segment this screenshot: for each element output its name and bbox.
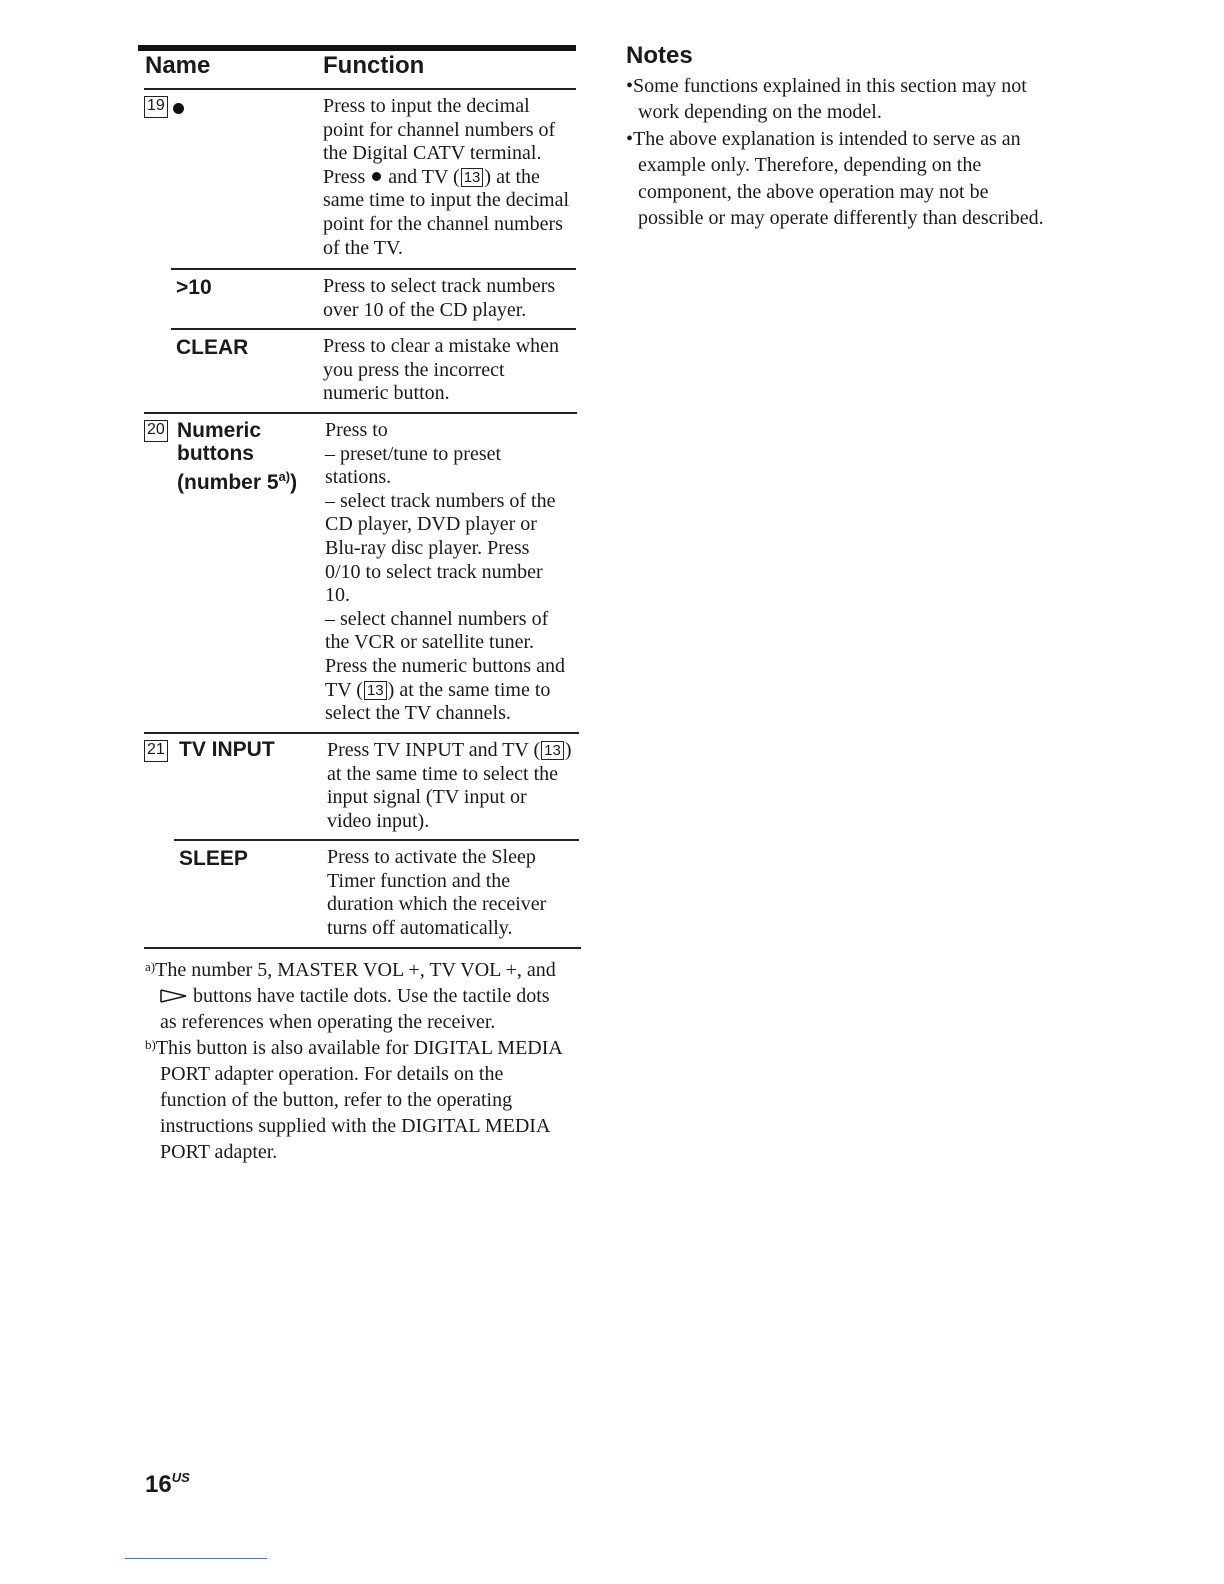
row-sleep-function: Press to activate the Sleep Timer function and the duration which the receiver turns off automatically.	[327, 846, 547, 939]
footnote-b: $^{b)}$This button is also available for DIGITAL MEDIA PORT adapter operation. For details on the function of the button, refer to the operating instructions supplied with the DIGITAL MEDIA PORT adapter.	[145, 1037, 563, 1163]
play-arrow-icon	[160, 989, 188, 1003]
row-rule	[144, 412, 577, 414]
row-clear-function: Press to clear a mistake when you press the incorrect numeric button.	[323, 335, 560, 405]
ref-number-13: 13	[364, 681, 387, 700]
dash-item: – preset/tune to preset stations.	[325, 442, 502, 489]
ref-number-13: 13	[461, 168, 484, 187]
header-function: Function	[323, 52, 425, 79]
row-sleep-name: SLEEP	[179, 847, 248, 870]
item-number-21: 21	[144, 740, 168, 762]
row-rule	[174, 839, 579, 841]
item-number-20: 20	[144, 420, 168, 442]
row-rule	[171, 268, 576, 270]
item-number-19: 19	[144, 96, 168, 118]
row-19-function: Press to input the decimal point for channel numbers of the Digital CATV terminal. Press and TV ( 13 ) at the same time to input the decimal point for the channel numbers of the TV.	[323, 95, 570, 259]
row-20-function: Press to – preset/tune to preset stations. – select track numbers of the CD player, DVD player or Blu-ray disc player. Press 0/10 to select track number 10. – select channel numbers of the VCR or satellite tuner. Press the numeric buttons and TV ( 13 ) at the same time to select the TV channels.	[325, 419, 580, 726]
footnote-a: $^{a)}$The number 5, MASTER VOL +, TV VOL +, and buttons have tactile dots. Use the tactile dots as references when operating the receiver.	[145, 959, 556, 1033]
row-20-name: Numeric buttons (number 5$^{a)}$)	[177, 419, 298, 494]
row-clear-name: CLEAR	[176, 336, 249, 359]
row-gt10-name: >10	[176, 276, 212, 299]
row-21-function: Press TV INPUT and TV ( 13 ) at the same time to select the input signal (TV input or video input).	[327, 739, 572, 832]
bottom-line	[125, 1558, 267, 1559]
header-name: Name	[145, 52, 211, 79]
table-top-rule	[138, 45, 576, 51]
row-rule	[144, 732, 579, 734]
ref-number-13: 13	[541, 741, 564, 760]
dot-button-icon	[173, 103, 184, 114]
table-bottom-rule	[144, 947, 581, 949]
page-number: $16^{US}$	[145, 1470, 190, 1498]
notes-list	[626, 73, 1086, 231]
note-item: •The above explanation is intended to serve as an example only. Therefore, depending on the component, the above operation may not be possible or may operate differently than described.	[626, 127, 1044, 230]
dash-item: – select track numbers of the CD player, DVD player or Blu-ray disc player. Press 0/10 to select track number 10.	[325, 489, 556, 607]
dot-icon	[372, 172, 381, 181]
row-gt10-function: Press to select track numbers over 10 of the CD player.	[323, 275, 556, 321]
notes-title: Notes	[626, 42, 693, 69]
row-rule	[171, 328, 576, 330]
dash-item: – select channel numbers of the VCR or satellite tuner.	[325, 607, 549, 654]
header-rule	[144, 88, 576, 90]
row-21-name: TV INPUT	[179, 738, 275, 761]
footnotes	[145, 957, 585, 1165]
note-item: •Some functions explained in this section may not work depending on the model.	[626, 75, 1027, 124]
